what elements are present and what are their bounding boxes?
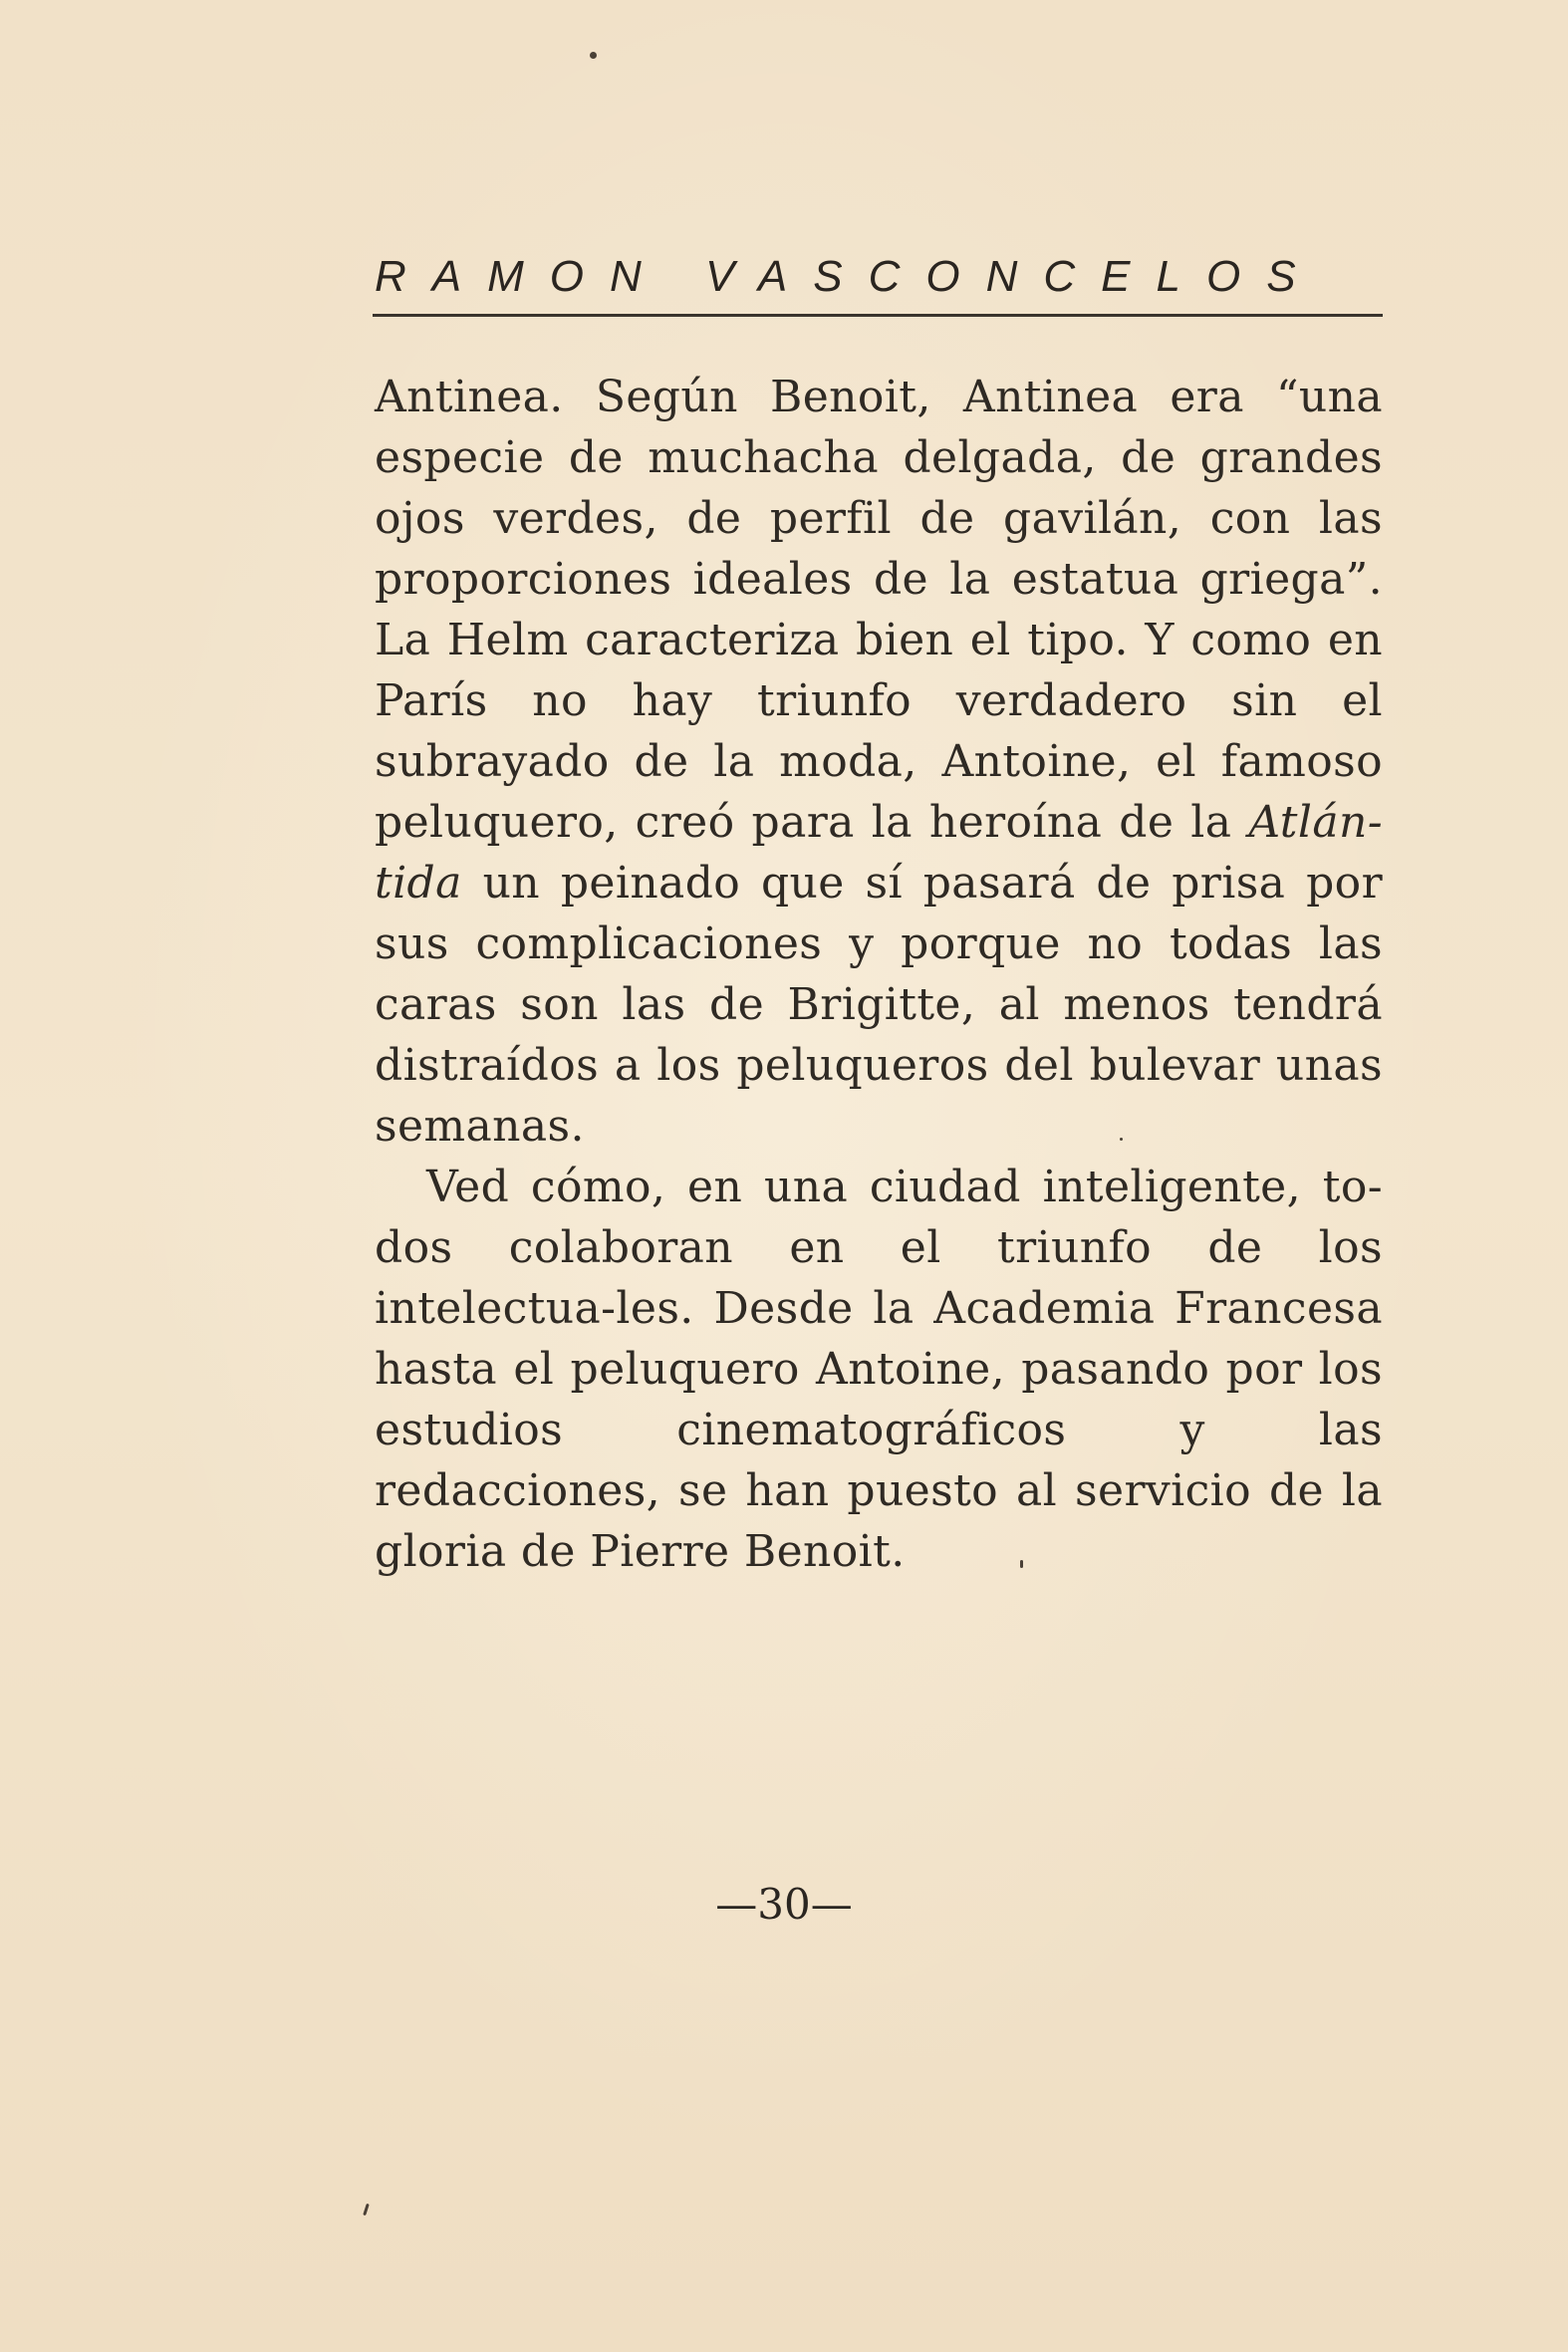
page-number: —30— — [715, 1880, 853, 1929]
paragraph-1-text-b: un peinado que sí pasará de prisa por sus complicaciones y porque no todas las caras son las de Brigitte, al menos tendrá distraídos a los peluqueros del bulevar unas semanas. — [375, 858, 1383, 1152]
body-text — [375, 367, 1383, 1582]
ink-speck — [1120, 1138, 1123, 1141]
paragraph-1-text-a: Antinea. Según Benoit, Antinea era “una especie de muchacha delgada, de grandes ojos verdes, de perfil de gavilán, con las proporciones ideales de la estatua griega”. La Helm caracteriza bien el tipo. Y como en París no hay triunfo verdadero sin el subrayado de la moda, Antoine, el famoso peluquero, creó para la heroína de la — [375, 372, 1383, 848]
paragraph-1 — [375, 367, 1383, 1157]
ink-speck — [1020, 1560, 1023, 1568]
paragraph-2: Ved cómo, en una ciudad inteligente, to-dos colaboran en el triunfo de los intelectua-les. Desde la Academia Francesa hasta el peluquero Antoine, pasando por los estudios cinematográficos y las redacciones, se han puesto al servicio de la gloria de Pierre Benoit. — [375, 1162, 1383, 1577]
header-rule — [373, 314, 1383, 317]
italic-title: Atlán-tida — [375, 797, 1383, 909]
running-head: RAMON VASCONCELOS — [375, 252, 1322, 301]
page-header — [375, 247, 1383, 307]
ink-speck — [363, 2204, 370, 2216]
ink-speck — [590, 52, 597, 59]
